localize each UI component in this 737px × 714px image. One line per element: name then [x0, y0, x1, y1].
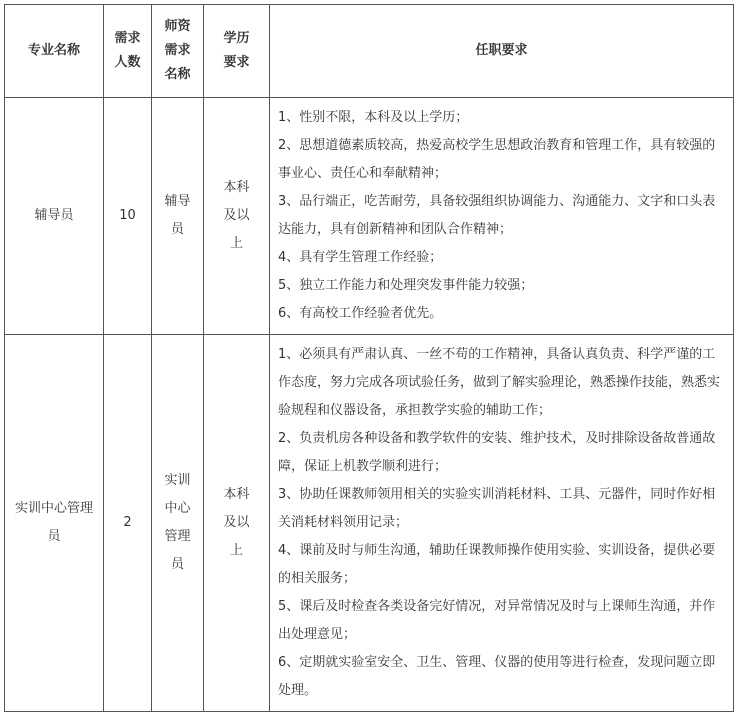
- header-count: 需求人数: [104, 5, 152, 98]
- cell-position: 实训中心管理员: [152, 335, 204, 712]
- cell-position: 辅导员: [152, 98, 204, 335]
- cell-count: 2: [104, 335, 152, 712]
- requirement-item: 4、具有学生管理工作经验；: [278, 250, 443, 265]
- requirement-item: 5、课后及时检查各类设备完好情况，对异常情况及时与上课师生沟通，并作出处理意见；: [278, 599, 716, 642]
- requirement-item: 1、性别不限，本科及以上学历；: [278, 110, 469, 125]
- requirement-item: 1、必须具有严肃认真、一丝不苟的工作精神，具备认真负责、科学严谨的工作态度，努力完成各项试验任务，做到了解实验理论，熟悉操作技能，熟悉实验规程和仪器设备，承担教学实验的辅助工作；: [278, 347, 721, 418]
- recruitment-table: [4, 4, 734, 712]
- requirement-item: 2、思想道德素质较高，热爱高校学生思想政治教育和管理工作，具有较强的事业心、责任心和奉献精神；: [278, 138, 716, 181]
- requirement-item: 3、品行端正，吃苦耐劳，具备较强组织协调能力、沟通能力、文字和口头表达能力，具有创新精神和团队合作精神；: [278, 194, 716, 237]
- cell-major: 实训中心管理员: [5, 335, 104, 712]
- table-row: [5, 98, 734, 335]
- table-row: [5, 335, 734, 712]
- cell-requirements: [270, 335, 734, 712]
- requirement-item: 6、有高校工作经验者优先。: [278, 306, 443, 321]
- cell-count: 10: [104, 98, 152, 335]
- requirement-item: 3、协助任课教师领用相关的实验实训消耗材料、工具、元器件，同时作好相关消耗材料领用记录；: [278, 487, 716, 530]
- header-position: 师资需求名称: [152, 5, 204, 98]
- requirement-item: 2、负责机房各种设备和教学软件的安装、维护技术，及时排除设备故普通故障，保证上机教学顺利进行；: [278, 431, 716, 474]
- header-major: 专业名称: [5, 5, 104, 98]
- requirement-item: 5、独立工作能力和处理突发事件能力较强；: [278, 278, 534, 293]
- cell-education: 本科及以上: [204, 98, 270, 335]
- header-row: [5, 5, 734, 98]
- cell-requirements: [270, 98, 734, 335]
- cell-education: 本科及以上: [204, 335, 270, 712]
- requirement-item: 4、课前及时与师生沟通，辅助任课教师操作使用实验、实训设备，提供必要的相关服务；: [278, 543, 716, 586]
- header-requirements: 任职要求: [270, 5, 734, 98]
- requirement-item: 6、定期就实验室安全、卫生、管理、仪器的使用等进行检查，发现问题立即处理。: [278, 655, 716, 698]
- cell-major: 辅导员: [5, 98, 104, 335]
- header-education: 学历要求: [204, 5, 270, 98]
